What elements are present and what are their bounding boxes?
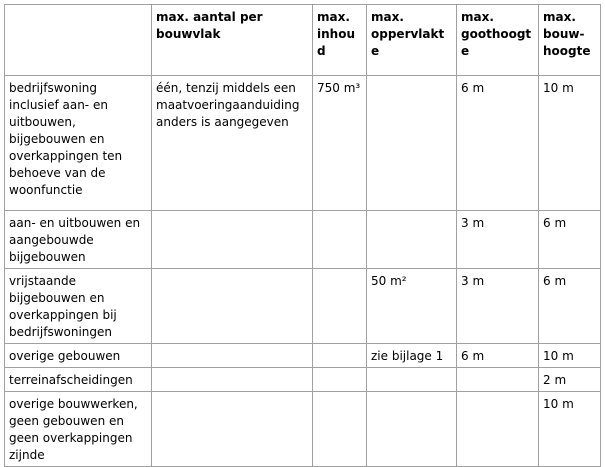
table-cell: 6 m bbox=[539, 269, 601, 344]
table-cell: één, tenzij middels een maatvoeringaanduiding anders is aangegeven bbox=[152, 76, 313, 211]
table-cell bbox=[367, 76, 457, 211]
header-cell-max-volume: max. inhoud bbox=[313, 5, 367, 76]
table-cell bbox=[152, 269, 313, 344]
header-cell-max-area: max. oppervlakte bbox=[367, 5, 457, 76]
table-cell bbox=[313, 368, 367, 392]
table-cell bbox=[367, 368, 457, 392]
table-cell: 6 m bbox=[457, 344, 539, 368]
table-cell: 750 m³ bbox=[313, 76, 367, 211]
table-cell: 10 m bbox=[539, 344, 601, 368]
header-cell-max-building-height: max. bouw-hoogte bbox=[539, 5, 601, 76]
table-row bbox=[5, 368, 601, 392]
table-cell bbox=[313, 344, 367, 368]
table-cell bbox=[152, 368, 313, 392]
table-cell bbox=[457, 368, 539, 392]
table-row bbox=[5, 344, 601, 368]
table-row bbox=[5, 392, 601, 467]
table-cell: 6 m bbox=[539, 211, 601, 269]
table-cell: 6 m bbox=[457, 76, 539, 211]
table-cell bbox=[152, 211, 313, 269]
table-cell bbox=[457, 392, 539, 467]
table-row bbox=[5, 269, 601, 344]
table-row bbox=[5, 76, 601, 211]
table-cell: bedrijfswoning inclusief aan- en uitbouwen, bijgebouwen en overkappingen ten behoeve van de woonfunctie bbox=[5, 76, 152, 211]
header-cell-max-count: max. aantal per bouwvlak bbox=[152, 5, 313, 76]
header-cell-max-eaves-height: max. goothoogte bbox=[457, 5, 539, 76]
table-cell: 2 m bbox=[539, 368, 601, 392]
header-row bbox=[5, 5, 601, 76]
table-cell: aan- en uitbouwen en aangebouwde bijgebouwen bbox=[5, 211, 152, 269]
building-dimensions-table bbox=[4, 4, 601, 467]
table-cell bbox=[152, 392, 313, 467]
table-cell: 3 m bbox=[457, 269, 539, 344]
table-cell: overige gebouwen bbox=[5, 344, 152, 368]
table-cell: 3 m bbox=[457, 211, 539, 269]
table-container bbox=[4, 4, 600, 467]
table-cell: 10 m bbox=[539, 76, 601, 211]
header-cell-category bbox=[5, 5, 152, 76]
table-cell: overige bouwwerken, geen gebouwen en geen overkappingen zijnde bbox=[5, 392, 152, 467]
table-cell: terreinafscheidingen bbox=[5, 368, 152, 392]
table-cell bbox=[313, 211, 367, 269]
table-cell bbox=[367, 392, 457, 467]
table-cell: vrijstaande bijgebouwen en overkappingen bij bedrijfswoningen bbox=[5, 269, 152, 344]
table-cell bbox=[152, 344, 313, 368]
table-cell: zie bijlage 1 bbox=[367, 344, 457, 368]
table-cell: 10 m bbox=[539, 392, 601, 467]
table-cell bbox=[313, 269, 367, 344]
table-cell: 50 m² bbox=[367, 269, 457, 344]
table-cell bbox=[367, 211, 457, 269]
table-row bbox=[5, 211, 601, 269]
table-cell bbox=[313, 392, 367, 467]
